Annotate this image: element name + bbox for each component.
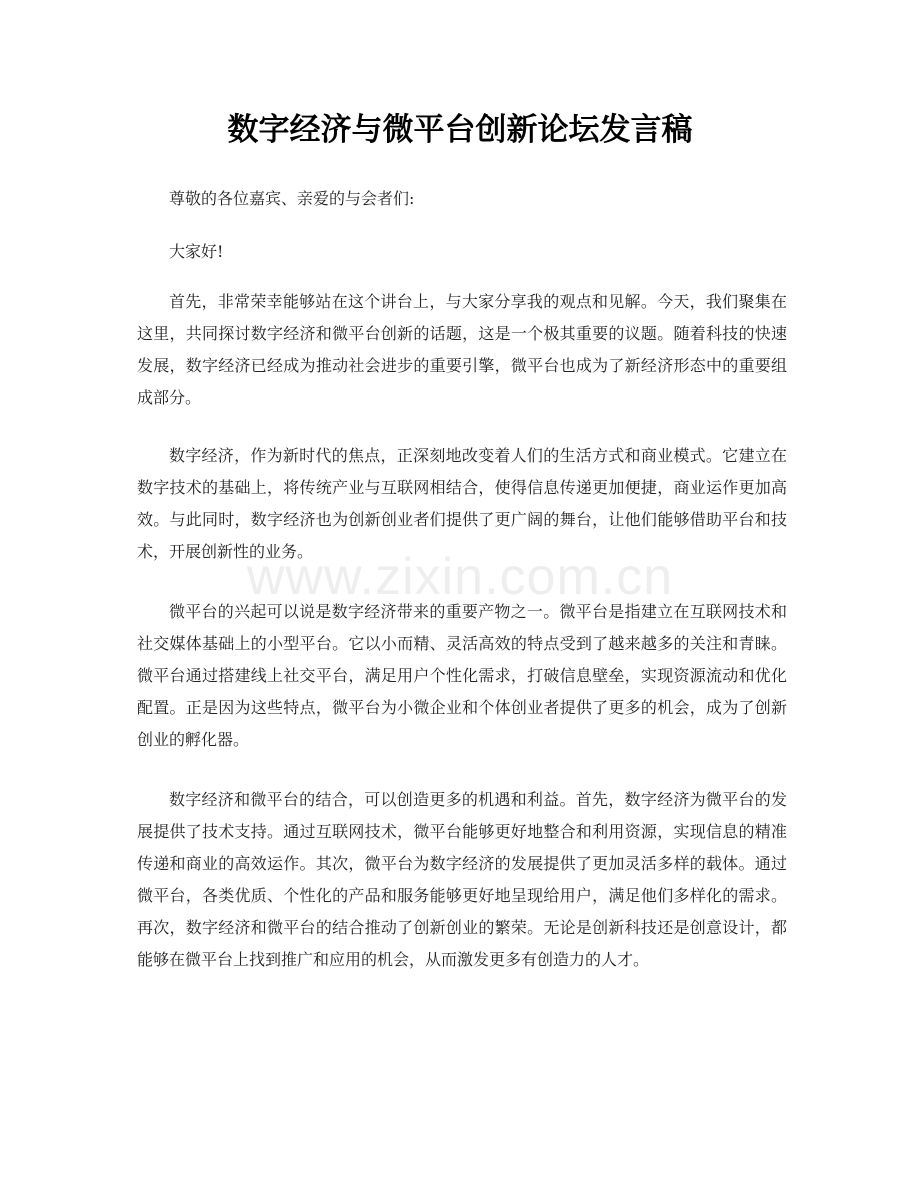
body-paragraph: 数字经济和微平台的结合，可以创造更多的机遇和利益。首先，数字经济为微平台的发展提供了技术支持。通过互联网技术，微平台能够更好地整合和利用资源，实现信息的精准传递和商业的高效运作。其次，微平台为数字经济的发展提供了更加灵活多样的载体。通过微平台，各类优质、个性化的产品和服务能够更好地呈现给用户，满足他们多样化的需求。再次，数字经济和微平台的结合推动了创新创业的繁荣。无论是创新科技还是创意设计，都能够在微平台上找到推广和应用的机会，从而激发更多有创造力的人才。 (137, 790, 787, 969)
document-title: 数字经济与微平台创新论坛发言稿 (227, 112, 693, 148)
greeting: 大家好! (169, 242, 224, 261)
body-paragraph: 数字经济，作为新时代的焦点，正深刻地改变着人们的生活方式和商业模式。它建立在数字技术的基础上，将传统产业与互联网相结合，使得信息传递更加便捷，商业运作更加高效。与此同时，数字经济也为创新创业者们提供了更广阔的舞台，让他们能够借助平台和技术，开展创新性的业务。 (137, 446, 787, 561)
salutation: 尊敬的各位嘉宾、亲爱的与会者们: (169, 189, 415, 208)
body-paragraph: 微平台的兴起可以说是数字经济带来的重要产物之一。微平台是指建立在互联网技术和社交媒体基础上的小型平台。它以小而精、灵活高效的特点受到了越来越多的关注和青睐。微平台通过搭建线上社交平台，满足用户个性化需求，打破信息壁垒，实现资源流动和优化配置。正是因为这些特点，微平台为小微企业和个体创业者提供了更多的机会，成为了创新创业的孵化器。 (137, 602, 787, 749)
watermark: www.zixin.com.cn (246, 548, 674, 606)
body-paragraph: 首先，非常荣幸能够站在这个讲台上，与大家分享我的观点和见解。今天，我们聚集在这里，共同探讨数字经济和微平台创新的话题，这是一个极其重要的议题。随着科技的快速发展，数字经济已经成为推动社会进步的重要引擎，微平台也成为了新经济形态中的重要组成部分。 (137, 292, 787, 407)
